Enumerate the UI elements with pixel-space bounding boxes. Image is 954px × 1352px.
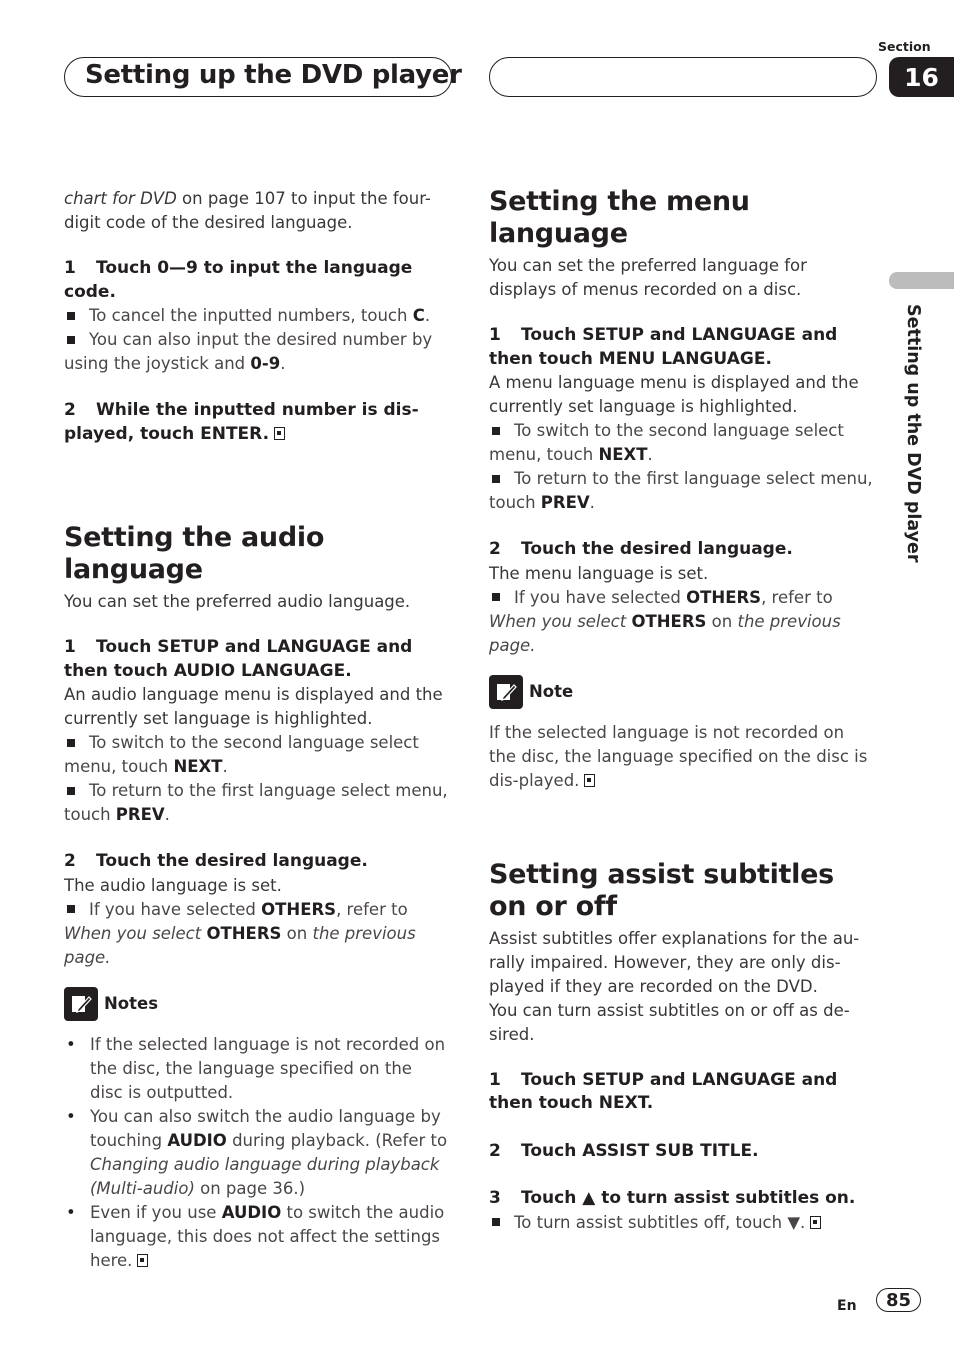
square-bullet-icon xyxy=(67,336,75,344)
step-number: 2 xyxy=(64,400,76,420)
bullet xyxy=(64,328,449,376)
bullet-text: To turn assist subtitles off, touch ▼. xyxy=(514,1212,806,1232)
step-number: 1 xyxy=(64,258,76,278)
side-tab-label: Setting up the DVD player xyxy=(903,304,923,563)
note-italic: Changing audio language during playback (Multi-audio) xyxy=(90,1154,440,1198)
intro-text: on page 107 to input the four-digit code of the desired language. xyxy=(64,189,431,232)
bullet-text: . xyxy=(222,757,228,776)
bullet-text: If you have selected xyxy=(89,899,262,919)
audio-step-2-body: The audio language is set. xyxy=(64,875,282,895)
step-text: Touch the desired language. xyxy=(96,851,368,871)
notes-list xyxy=(64,1033,449,1273)
step-text: Touch ASSIST SUB TITLE. xyxy=(521,1140,759,1161)
menu-intro: You can set the preferred language for displays of menus recorded on a disc. xyxy=(489,256,807,299)
note-item xyxy=(64,1105,449,1201)
note-label: Note xyxy=(529,682,574,701)
bullet-text: To return to the first language select menu, touch xyxy=(64,781,448,824)
bullet-italic: the previous page. xyxy=(64,923,416,967)
step-number: 2 xyxy=(64,851,76,871)
step-number: 1 xyxy=(489,1069,501,1090)
step-text: Touch SETUP and LANGUAGE and then touch AUDIO LANGUAGE. xyxy=(64,637,413,681)
step-1 xyxy=(64,257,449,304)
bullet-text: , refer to xyxy=(336,899,408,919)
bullet xyxy=(64,731,449,779)
note-header xyxy=(489,675,874,709)
note-bold: AUDIO xyxy=(221,1202,282,1222)
audio-step-1 xyxy=(64,636,449,683)
bullet-text: , refer to xyxy=(761,587,833,607)
step-number: 1 xyxy=(64,637,76,657)
menu-step-2 xyxy=(489,538,874,562)
bullet-text: . xyxy=(424,306,431,325)
bullet xyxy=(64,779,449,827)
page-header-title: Setting up the DVD player xyxy=(85,60,462,90)
note-text: on page 36.) xyxy=(194,1178,306,1198)
bullet-bold: OTHERS xyxy=(631,611,707,631)
assist-intro-1: Assist subtitles offer explanations for the au-rally impaired. However, they are only dis-played if they are recorded on the DVD. xyxy=(489,928,860,996)
step-text: Touch 0—9 to input the language code. xyxy=(64,258,413,302)
end-mark-icon xyxy=(137,1254,148,1267)
bullet-text: To cancel the inputted numbers, touch xyxy=(89,306,413,325)
assist-step-2 xyxy=(489,1140,874,1164)
audio-intro: You can set the preferred audio language. xyxy=(64,592,411,611)
square-bullet-icon xyxy=(492,427,500,435)
right-column xyxy=(489,186,874,1235)
section-number-badge: 16 xyxy=(889,57,954,97)
bullet-text: on xyxy=(281,923,313,943)
step-number: 2 xyxy=(489,1140,501,1161)
note-bold: AUDIO xyxy=(167,1130,227,1150)
bullet-text: To switch to the second language select menu, touch xyxy=(489,421,844,464)
square-bullet-icon xyxy=(67,787,75,795)
step-2 xyxy=(64,399,449,446)
step-text: Touch the desired language. xyxy=(521,539,793,559)
end-mark-icon xyxy=(274,427,285,440)
square-bullet-icon xyxy=(492,475,500,483)
note-item xyxy=(64,1201,449,1273)
step-number: 3 xyxy=(489,1188,501,1208)
heading-audio-language: Setting the audio language xyxy=(64,522,325,585)
bullet-text: . xyxy=(164,805,170,824)
bullet-text: To switch to the second language select menu, touch xyxy=(64,733,419,776)
section-label: Section xyxy=(878,39,931,54)
heading-menu-language: Setting the menu language xyxy=(489,186,750,249)
page-number: 85 xyxy=(876,1288,921,1312)
notes-header xyxy=(64,987,449,1021)
pencil-note-icon xyxy=(64,987,98,1021)
header-title-box xyxy=(64,57,462,97)
bullet-text: . xyxy=(589,493,595,512)
bullet xyxy=(489,419,874,467)
intro-italic-ref: chart for DVD xyxy=(64,189,177,208)
menu-step-2-body: The menu language is set. xyxy=(489,563,709,583)
bullet-bold: NEXT xyxy=(173,757,223,776)
assist-step-1 xyxy=(489,1069,874,1116)
bullet-italic: When you select xyxy=(489,611,632,631)
note-text: Even if you use xyxy=(90,1202,222,1222)
note-item: • If the selected language is not recorded on the disc, the language specified on the disc is outputted. xyxy=(64,1033,449,1105)
square-bullet-icon xyxy=(67,739,75,747)
audio-step-1-body: An audio language menu is displayed and the currently set language is highlighted. xyxy=(64,685,443,728)
bullet-bold: OTHERS xyxy=(686,587,762,607)
square-bullet-icon xyxy=(492,1218,500,1226)
bullet-bold: PREV xyxy=(540,493,590,512)
bullet-italic: the previous page. xyxy=(489,611,841,655)
note-text: during playback. (Refer to xyxy=(226,1130,448,1150)
bullet-text: If you have selected xyxy=(514,587,687,607)
audio-step-2 xyxy=(64,850,449,874)
bullet-bold: NEXT xyxy=(598,445,648,464)
step-text: Touch SETUP and LANGUAGE and then touch NEXT. xyxy=(489,1069,838,1113)
assist-intro-2: You can turn assist subtitles on or off as de-sired. xyxy=(489,1000,850,1044)
square-bullet-icon xyxy=(492,593,500,601)
step-text: Touch SETUP and LANGUAGE and then touch MENU LANGUAGE. xyxy=(489,325,838,369)
square-bullet-icon xyxy=(67,905,75,913)
note-text: If the selected language is not recorded on the disc, the language specified on the disc is dis-played. xyxy=(489,722,868,790)
bullet-text: You can also input the desired number by using the joystick and xyxy=(64,330,433,373)
heading-assist-subtitles: Setting assist subtitles on or off xyxy=(489,858,834,922)
bullet-text: on xyxy=(706,611,738,631)
intro-paragraph xyxy=(64,187,449,235)
bullet xyxy=(489,467,874,515)
header-empty-box xyxy=(489,57,877,97)
step-number: 1 xyxy=(489,325,501,345)
step-text: Touch ▲ to turn assist subtitles on. xyxy=(521,1188,856,1208)
bullet xyxy=(64,898,449,970)
end-mark-icon xyxy=(584,774,595,787)
bullet xyxy=(64,304,449,328)
square-bullet-icon xyxy=(67,312,75,320)
note-text: You can also switch the audio language by touching xyxy=(90,1106,441,1150)
left-column xyxy=(64,187,449,1273)
menu-step-1 xyxy=(489,324,874,371)
menu-step-1-body: A menu language menu is displayed and the currently set language is highlighted. xyxy=(489,373,859,416)
bullet-italic: When you select xyxy=(64,923,207,943)
language-code: En xyxy=(837,1298,857,1314)
end-mark-icon xyxy=(810,1216,821,1229)
bullet-bold: 0-9 xyxy=(250,354,281,373)
bullet-bold: OTHERS xyxy=(206,923,282,943)
note-paragraph xyxy=(489,721,874,793)
step-number: 2 xyxy=(489,539,501,559)
note-text: to switch the audio language, this does not affect the settings here. xyxy=(90,1202,445,1270)
notes-label: Notes xyxy=(104,994,159,1013)
pencil-note-icon xyxy=(489,675,523,709)
assist-step-3 xyxy=(489,1187,874,1211)
bullet xyxy=(489,1211,874,1235)
bullet xyxy=(489,586,874,658)
bullet-bold: C xyxy=(412,306,425,325)
bullet-bold: PREV xyxy=(115,805,165,824)
bullet-bold: OTHERS xyxy=(261,899,337,919)
bullet-text: . xyxy=(280,354,286,373)
bullet-text: . xyxy=(647,445,653,464)
bullet-text: To return to the first language select menu, touch xyxy=(489,469,873,512)
side-tab-marker xyxy=(889,272,954,289)
step-text: While the inputted number is dis-played, touch ENTER. xyxy=(64,400,419,444)
